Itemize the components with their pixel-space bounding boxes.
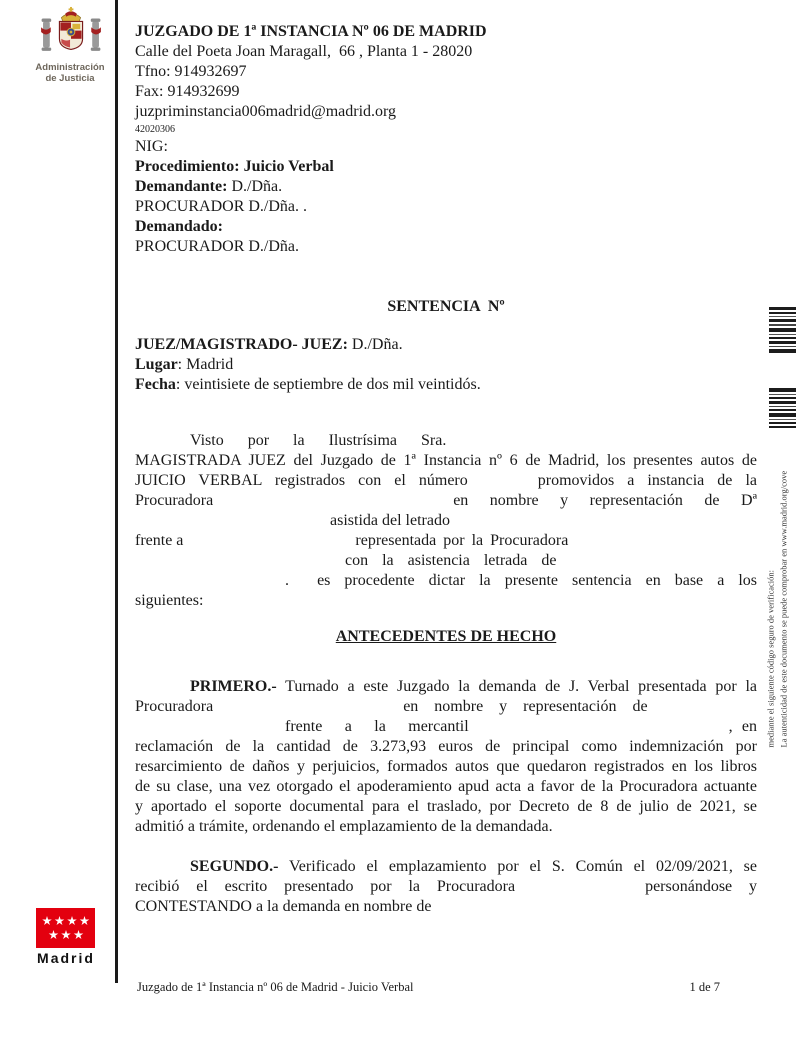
- redacted-gap: [135, 584, 285, 585]
- text-run: MAGISTRADA JUEZ del Juzgado de 1ª Instancia nº 6 de Madrid, los presentes autos de: [135, 452, 757, 469]
- primero-line-8: [135, 817, 757, 837]
- header-code: [135, 122, 757, 137]
- case-procurador-demandante: [135, 197, 757, 217]
- redacted-gap: [135, 870, 190, 871]
- verification-text-inner: mediante el siguiente código seguro de verificación:: [765, 570, 776, 748]
- text-run: Turnado a este Juzgado la demanda de J. Verbal presentada por la: [276, 678, 757, 695]
- primero-line-7: [135, 797, 757, 817]
- text-run: de su clase, una vez otorgado el apoderamiento apud acta a favor de la Procuradora actuante: [135, 778, 757, 795]
- text-run: frente a: [135, 532, 184, 549]
- text-run: Demandado:: [135, 218, 224, 235]
- case-procurador-demandado: [135, 237, 757, 257]
- text-run: personándose y: [645, 878, 757, 895]
- judge-line: [135, 335, 757, 355]
- text-run: PROCURADOR D./Dña.: [135, 238, 300, 255]
- text-run: JUICIO VERBAL registrados con el número: [135, 472, 468, 489]
- redacted-gap: [183, 544, 355, 545]
- redacted-gap: [135, 524, 330, 525]
- redacted-gap: [135, 730, 285, 731]
- redacted-gap: [468, 484, 538, 485]
- header-fax: [135, 82, 757, 102]
- barcode-icon: [769, 307, 796, 353]
- text-run: CONTESTANDO a la demanda en nombre de: [135, 898, 432, 915]
- text-run: asistida del letrado: [330, 512, 450, 529]
- text-run: Procuradora: [135, 698, 214, 715]
- text-run: juzpriminstancia006madrid@madrid.org: [135, 103, 397, 120]
- case-demandante: [135, 177, 757, 197]
- text-run: 42020306: [135, 124, 175, 135]
- visto-line-3: [135, 471, 757, 491]
- primero-line-3: [135, 717, 757, 737]
- visto-line-2: [135, 451, 757, 471]
- text-run: SENTENCIA Nº: [387, 298, 505, 315]
- madrid-logo-label: Madrid: [37, 950, 95, 966]
- text-run: Procuradora: [135, 492, 214, 509]
- text-run: en nombre y representación de Dª: [453, 492, 757, 509]
- text-run: Fax: 914932699: [135, 83, 240, 100]
- primero-line-2: [135, 697, 757, 717]
- case-demandado: [135, 217, 757, 237]
- text-run: Visto por la Ilustrísima Sra.: [190, 432, 447, 449]
- redacted-gap: [469, 730, 729, 731]
- redacted-gap: [213, 710, 403, 711]
- text-run: reclamación de la cantidad de 3.273,93 euros de principal como indemnización por: [135, 738, 757, 755]
- text-run: Lugar: [135, 356, 178, 373]
- text-run: siguientes:: [135, 592, 204, 609]
- barcode-icon: [769, 388, 796, 428]
- fecha-line: [135, 375, 757, 395]
- text-run: Calle del Poeta Joan Maragall, 66 , Planta 1 - 28020: [135, 43, 473, 60]
- text-run: : veintisiete de septiembre de dos mil veintidós.: [175, 376, 481, 393]
- sentencia-title: [135, 297, 757, 317]
- text-run: NIG:: [135, 138, 168, 155]
- header-email: [135, 102, 757, 122]
- redacted-gap: [135, 690, 190, 691]
- text-run: representada por la Procuradora: [355, 532, 569, 549]
- text-run: Tfno: 914932697: [135, 63, 247, 80]
- text-run: Fecha: [135, 376, 176, 393]
- redacted-gap: [135, 564, 345, 565]
- emblem-caption: [22, 62, 118, 84]
- text-run: SEGUNDO.-: [190, 858, 279, 875]
- text-run: . es procedente dictar la presente sentencia en base a los: [285, 572, 757, 589]
- text-run: y aportado el soporte documental para el traslado, por Decreto de 8 de julio de 2021, se: [135, 798, 757, 815]
- visto-line-7: [135, 551, 757, 571]
- segundo-line-2: [135, 877, 757, 897]
- text-run: Procedimiento: Juicio Verbal: [135, 158, 334, 175]
- primero-line-1: [135, 677, 757, 697]
- segundo-line-3: [135, 897, 757, 917]
- visto-line-8: [135, 571, 757, 591]
- visto-line-5: [135, 511, 757, 531]
- text-run: Verificado el emplazamiento por el S. Común el 02/09/2021, se: [278, 858, 757, 875]
- footer-page-number: 1 de 7: [689, 980, 720, 994]
- text-run: : Madrid: [177, 356, 234, 373]
- document-body: [135, 22, 757, 917]
- text-run: en nombre y representación de: [403, 698, 648, 715]
- header-court: [135, 22, 757, 42]
- madrid-logo-icon: [36, 908, 95, 948]
- text-run: resarcimiento de daños y perjuicios, formados autos que quedaron registrados en los libros: [135, 758, 757, 775]
- text-run: Demandante:: [135, 178, 228, 195]
- primero-line-6: [135, 777, 757, 797]
- footer-court-reference: Juzgado de 1ª Instancia nº 06 de Madrid - Juicio Verbal: [137, 980, 414, 994]
- text-run: frente a la mercantil: [285, 718, 469, 735]
- case-nig: [135, 137, 757, 157]
- header-address: [135, 42, 757, 62]
- text-run: recibió el escrito presentado por la Procuradora: [135, 878, 516, 895]
- coat-of-arms-icon: [40, 6, 102, 60]
- emblem-caption-line1: Administración: [35, 62, 105, 73]
- text-run: PROCURADOR D./Dña. .: [135, 198, 308, 215]
- text-run: promovidos a instancia de la: [537, 472, 757, 489]
- text-run: D./Dña.: [227, 178, 283, 195]
- verification-text-outer: La autenticidad de este documento se puede comprobar en www.madrid.org/cove: [778, 470, 789, 748]
- case-procedimiento: [135, 157, 757, 177]
- redacted-gap: [515, 890, 645, 891]
- segundo-line-1: [135, 857, 757, 877]
- text-run: PRIMERO.-: [190, 678, 277, 695]
- antecedentes-heading: [135, 627, 757, 647]
- text-run: D./Dña.: [347, 336, 403, 353]
- emblem-caption-line2: de Justicia: [45, 73, 95, 84]
- vertical-rule: [115, 0, 118, 983]
- text-run: con la asistencia letrada de: [345, 552, 557, 569]
- primero-line-4: [135, 737, 757, 757]
- text-run: ANTECEDENTES DE HECHO: [335, 628, 557, 645]
- visto-line-1: [135, 431, 757, 451]
- visto-line-6: [135, 531, 757, 551]
- primero-line-5: [135, 757, 757, 777]
- header-phone: [135, 62, 757, 82]
- redacted-gap: [213, 504, 453, 505]
- lugar-line: [135, 355, 757, 375]
- verification-note: [765, 448, 792, 748]
- visto-line-9: [135, 591, 757, 611]
- visto-line-4: [135, 491, 757, 511]
- text-run: JUEZ/MAGISTRADO- JUEZ:: [135, 336, 348, 353]
- redacted-gap: [135, 444, 190, 445]
- text-run: , en: [728, 718, 757, 735]
- text-run: JUZGADO DE 1ª INSTANCIA Nº 06 DE MADRID: [135, 23, 487, 40]
- text-run: admitió a trámite, ordenando el emplazamiento de la demandada.: [135, 818, 553, 835]
